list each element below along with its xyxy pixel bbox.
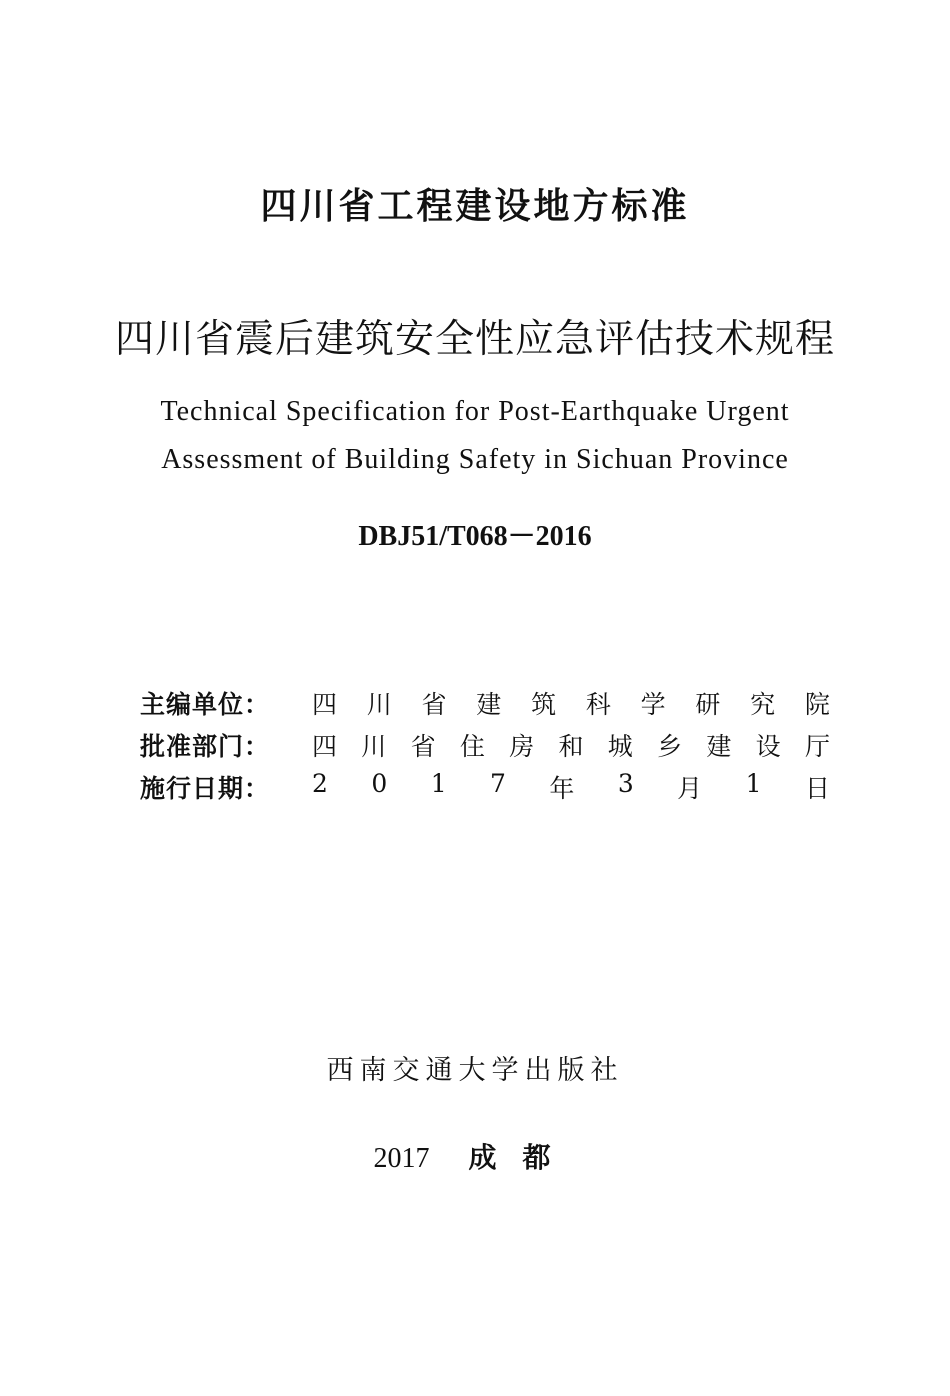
publisher: 西南交通大学出版社 (326, 1055, 624, 1086)
info-char: 建 (476, 690, 502, 719)
series-title: 四川省工程建设地方标准 (260, 186, 690, 227)
info-char: 3 (617, 769, 634, 798)
info-char: 和 (558, 732, 584, 761)
info-char: 乡 (657, 732, 683, 761)
info-block (140, 682, 830, 808)
info-row-approval (140, 724, 830, 766)
info-value-editor (312, 685, 830, 721)
info-char: 院 (804, 690, 830, 719)
publication-place (0, 1136, 950, 1176)
info-char: 1 (430, 769, 447, 798)
info-char: 究 (750, 690, 776, 719)
info-char: 7 (490, 769, 506, 798)
publication-year: 2017 (373, 1143, 430, 1174)
info-char: 建 (706, 732, 732, 761)
info-char: 学 (640, 690, 666, 719)
info-char: 川 (361, 732, 387, 761)
info-label: 批准部门： (140, 732, 271, 761)
info-row-effective-date (140, 766, 830, 808)
info-char: 0 (371, 769, 388, 798)
document-title-english-line2: Assessment of Building Safety in Sichuan Province (161, 444, 789, 475)
info-char: 省 (421, 690, 447, 719)
info-char: 设 (755, 732, 781, 761)
info-char: 科 (585, 690, 611, 719)
info-label: 施行日期： (140, 774, 271, 803)
info-char: 住 (459, 732, 485, 761)
info-char: 厅 (804, 732, 830, 761)
info-char: 四 (312, 690, 338, 719)
info-char: 研 (695, 690, 721, 719)
publication-city: 成都 (468, 1141, 577, 1174)
info-char: 年 (549, 774, 575, 803)
info-char: 2 (312, 769, 328, 798)
info-char: 日 (804, 774, 830, 803)
info-value-approval (312, 727, 830, 763)
info-char: 川 (366, 690, 392, 719)
info-char: 月 (677, 774, 703, 803)
info-char: 筑 (531, 690, 557, 719)
document-title-chinese: 四川省震后建筑安全性应急评估技术规程 (114, 317, 835, 362)
info-char: 房 (509, 732, 535, 761)
info-label: 主编单位： (140, 690, 271, 719)
info-char: 1 (745, 769, 762, 798)
info-row-editor (140, 682, 830, 724)
standard-code: DBJ51/T068－2016 (358, 521, 592, 552)
info-char: 四 (312, 732, 338, 761)
info-value-effective-date (312, 769, 830, 805)
document-title-english-line1: Technical Specification for Post-Earthquake Urgent (160, 396, 790, 427)
info-char: 城 (607, 732, 633, 761)
info-char: 省 (410, 732, 436, 761)
